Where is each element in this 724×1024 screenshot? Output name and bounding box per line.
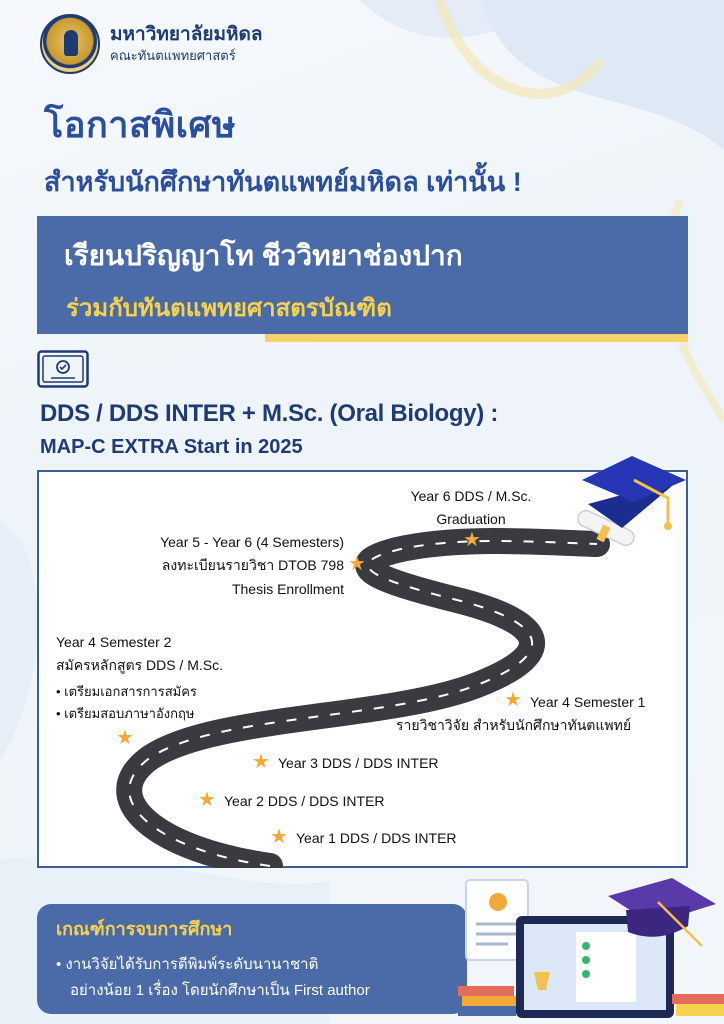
year3-label: Year 3 DDS / DDS INTER: [278, 755, 439, 771]
year4s1-title: Year 4 Semester 1: [530, 694, 646, 710]
criteria-bullet-line1: • งานวิจัยได้รับการตีพิมพ์ระดับนานาชาติ: [56, 956, 319, 973]
year56-title: Year 5 - Year 6 (4 Semesters): [160, 534, 344, 550]
year4s2-bullet-documents: • เตรียมเอกสารการสมัคร: [56, 684, 197, 699]
year4s1-research: รายวิชาวิจัย สำหรับนักศึกษาทันตแพทย์: [396, 717, 632, 733]
graduation-cap-icon: [562, 440, 692, 570]
star-icon: ★: [270, 826, 288, 848]
star-icon: ★: [504, 689, 522, 711]
year6-graduation: Graduation: [436, 511, 506, 527]
star-icon: ★: [463, 529, 481, 551]
banner-title: เรียนปริญญาโท ชีววิทยาช่องปาก: [64, 240, 463, 271]
program-title: DDS / DDS INTER + M.Sc. (Oral Biology) :: [40, 400, 499, 427]
university-header: [40, 14, 263, 74]
year1-label: Year 1 DDS / DDS INTER: [296, 830, 457, 846]
banner-subtitle: ร่วมกับทันตแพทยศาสตรบัณฑิต: [66, 295, 392, 322]
criteria-title: เกณฑ์การจบการศึกษา: [56, 919, 233, 939]
program-subtitle: MAP-C EXTRA Start in 2025: [40, 436, 303, 458]
headline-subtitle: สำหรับนักศึกษาทันตแพทย์มหิดล เท่านั้น !: [44, 167, 522, 197]
university-name: มหาวิทยาลัยมหิดล: [110, 24, 263, 45]
banner-accent-bar: [265, 334, 688, 342]
year56-registration: ลงทะเบียนรายวิชา DTOB 798: [161, 557, 344, 573]
year56-thesis: Thesis Enrollment: [231, 581, 344, 597]
star-icon: ★: [198, 789, 216, 811]
study-illustration: [458, 860, 724, 1024]
year4s2-apply: สมัครหลักสูตร DDS / M.Sc.: [56, 657, 223, 673]
star-icon: ★: [116, 727, 134, 749]
year4s2-title: Year 4 Semester 2: [56, 634, 172, 650]
faculty-name: คณะทันตแพทยศาสตร์: [110, 48, 236, 63]
year2-label: Year 2 DDS / DDS INTER: [224, 793, 385, 809]
star-icon: ★: [348, 553, 366, 575]
year4s2-bullet-english: • เตรียมสอบภาษาอังกฤษ: [56, 706, 195, 721]
certificate-icon: [37, 350, 89, 388]
star-icon: ★: [252, 751, 270, 773]
year6-title: Year 6 DDS / M.Sc.: [410, 488, 532, 504]
criteria-bullet-line2: อย่างน้อย 1 เรื่อง โดยนักศึกษาเป็น First author: [70, 982, 370, 999]
headline-title: โอกาสพิเศษ: [44, 104, 237, 145]
university-seal-logo: [40, 14, 100, 74]
